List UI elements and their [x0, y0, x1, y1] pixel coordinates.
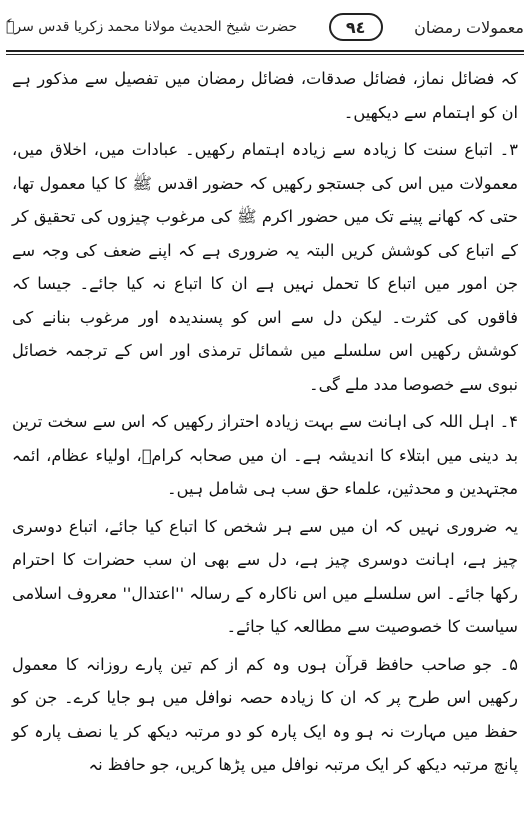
- paragraph-3: ۳۔ اتباع سنت کا زیادہ سے زیادہ اہتمام رکھیں۔ عبادات میں، اخلاق میں، معمولات میں اس کی جستجو رکھیں کہ حضور اقدس ﷺ کا کیا معمول تھا، حتی کہ کھانے پینے تک میں حضور اکرم ﷺ کی مرغوب چیزوں کی تحقیق کر کے اتباع کی کوشش کریں البتہ یہ ضروری ہے کہ اپنے ضعف کی وجہ سے جن امور میں اتباع کا تحمل نہیں ہے ان کا اتباع نہ کیا جائے۔ جیسا کہ فاقوں کی کثرت۔ لیکن دل سے اس کو پسندیدہ اور مرغوب بنانے کی کوشش رکھیں اس سلسلے میں شمائل ترمذی اور اس کے ترجمہ خصائل نبوی سے خصوصا مدد ملے گی۔: [12, 140, 518, 394]
- page-header: [6, 6, 524, 48]
- chapter-title: معمولات رمضان: [414, 17, 524, 37]
- paragraph-4: ۴۔ اہل اللہ کی اہانت سے بہت زیادہ احتراز رکھیں کہ اس سے سخت ترین بد دینی میں ابتلاء کا اندیشہ ہے۔ ان میں صحابہ کرامؓ، اولیاء عظام، ائمہ مجتہدین و محدثین، علماء حق سب ہی شامل ہیں۔: [12, 412, 518, 498]
- header-rule-thin: [6, 54, 524, 55]
- paragraph-5: ۵۔ جو صاحب حافظ قرآن ہوں وہ کم از کم تین پارے روزانہ کا معمول رکھیں اس طرح پر کہ ان کا زیادہ حصہ نوافل میں ہو جایا کرے۔ جن کو حفظ میں مہارت نہ ہو وہ ایک پارہ کو دو مرتبہ دیکھ کر یا نصف پارہ کو پانچ مرتبہ دیکھ کر ایک مرتبہ نوافل میں پڑھا کریں، جو حافظ نہ: [12, 654, 518, 774]
- header-rule: [6, 50, 524, 52]
- paragraph-note: یہ ضروری نہیں کہ ان میں سے ہر شخص کا اتباع کیا جائے، اتباع دوسری چیز ہے، اہانت دوسری چیز ہے، دل سے بھی ان سب حضرات کا احترام رکھا جائے۔ اس سلسلے میں اس ناکارہ کے رسالہ ''اعتدال'' معروف اسلامی سیاست کا خصوصیت سے مطالعہ کیا جائے۔: [12, 516, 518, 636]
- paragraph-intro: کہ فضائل نماز، فضائل صدقات، فضائل رمضان میں تفصیل سے مذکور ہے ان کو اہتمام سے دیکھیں۔: [12, 69, 518, 122]
- page-body: [12, 62, 518, 825]
- page-number: ٩٤: [329, 13, 383, 41]
- author-title: حضرت شیخ الحدیث مولانا محمد زکریا قدس سرہٗ: [6, 19, 298, 35]
